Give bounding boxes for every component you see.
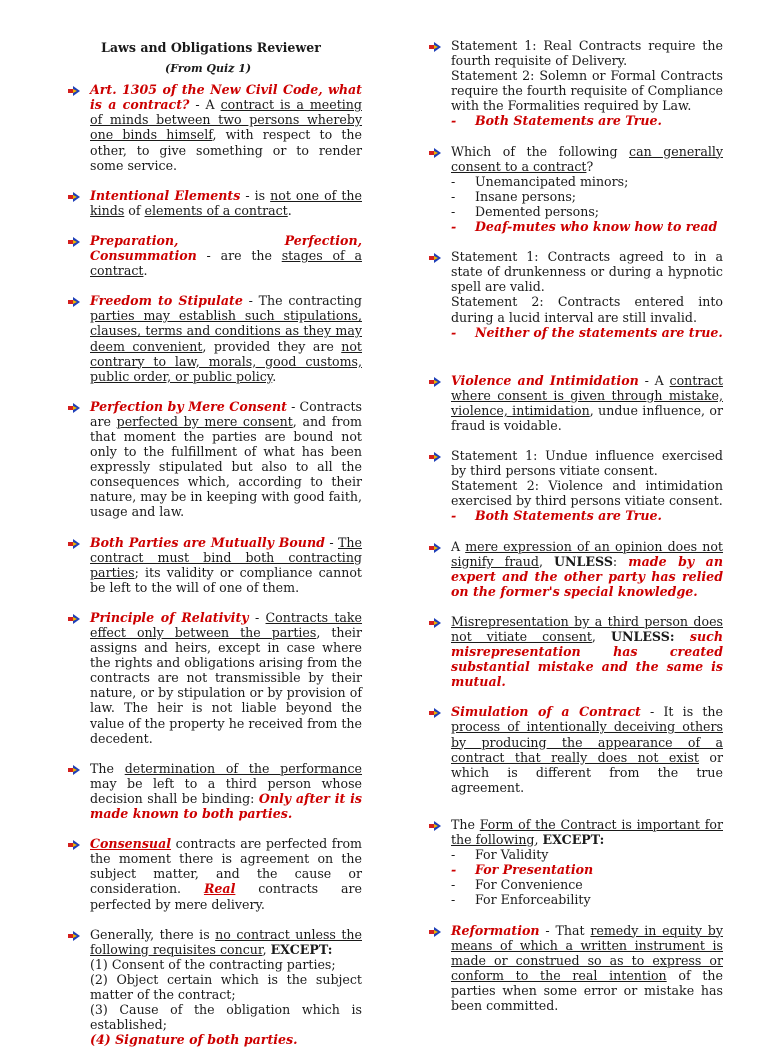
option-line: - Insane persons; [451, 188, 577, 204]
arrow-bullet-icon [68, 539, 80, 549]
arrow-bullet-icon [68, 86, 80, 96]
arrow-bullet-icon [429, 927, 441, 937]
reviewer-item: Simulation of a Contract - It is the process of intentionally deceiving others by producing the appearance of a contract that really does not exist or which is different from the true agreement. [429, 704, 723, 795]
option-line: - Demented persons; [451, 203, 600, 219]
requisite-line: (2) Object certain which is the subject matter of the contract; [90, 971, 362, 1002]
requisite-answer: (4) Signature of both parties. [90, 1032, 298, 1047]
reviewer-item: Violence and Intimidation - A contract where consent is given through mistake, violence, intimidation, undue influence, or fraud is voidable. [429, 373, 723, 433]
reviewer-item: Art. 1305 of the New Civil Code, what is a contract? - A contract is a meeting of minds between two persons whereby one binds himself, with respect to the other, to give something or to render some service. [68, 82, 362, 173]
option-line: - For Validity [451, 847, 549, 863]
option-line: - For Convenience [451, 877, 583, 893]
arrow-bullet-icon [429, 452, 441, 462]
reviewer-item: Both Parties are Mutually Bound - The contract must bind both contracting parties; its validity or compliance cannot be left to the will of one of them. [68, 535, 362, 595]
requisite-line: (1) Consent of the contracting parties; [90, 956, 336, 972]
page-title: Laws and Obligations Reviewer [101, 40, 321, 55]
arrow-bullet-icon [429, 821, 441, 831]
left-column [68, 38, 362, 1047]
arrow-bullet-icon [68, 403, 80, 413]
reviewer-item: A mere expression of an opinion does not signify fraud, UNLESS: made by an expert and the other party has relied on the former's special knowledge. [429, 539, 723, 599]
page-subtitle: (From Quiz 1) [165, 62, 252, 76]
reviewer-item: Preparation, Perfection, Consummation - are the stages of a contract. [68, 233, 362, 278]
reviewer-item: Statement 1: Contracts agreed to in a state of drunkenness or during a hypnotic spell are valid. Statement 2: Contracts entered into during a lucid interval are still invalid. - Neither of the statements are true. [429, 249, 723, 340]
arrow-bullet-icon [429, 543, 441, 553]
arrow-bullet-icon [429, 253, 441, 263]
arrow-bullet-icon [68, 297, 80, 307]
answer-line: - Both Statements are True. [451, 508, 662, 524]
arrow-bullet-icon [68, 614, 80, 624]
reviewer-item: Generally, there is no contract unless the following requisites concur, EXCEPT: (1) Consent of the contracting parties; (2) Object certain which is the subject matter of the contract; (3) Cause of the obligation which is established; (4) Signature of both parties. [68, 927, 362, 1047]
arrow-bullet-icon [429, 708, 441, 718]
reviewer-item: The determination of the performance may be left to a third person whose decision shall be binding: Only after it is made known to both parties. [68, 761, 362, 821]
reviewer-item: The Form of the Contract is important for the following, EXCEPT: - For Validity - For Presentation - For Convenience - For Enforceability [429, 817, 723, 908]
arrow-bullet-icon [429, 42, 441, 52]
right-column [429, 38, 723, 1013]
option-line: - Unemancipated minors; [451, 173, 629, 189]
requisite-line: (3) Cause of the obligation which is established; [90, 1002, 362, 1033]
arrow-bullet-icon [68, 765, 80, 775]
reviewer-item: Perfection by Mere Consent - Contracts are perfected by mere consent, and from that moment the parties are bound not only to the fulfillment of what has been expressly stipulated but also to all the consequences which, according to their nature, may be in keeping with good faith, usage and law. [68, 399, 362, 520]
reviewer-item: Intentional Elements - is not one of the kinds of elements of a contract. [68, 188, 362, 218]
answer-line: - Neither of the statements are true. [451, 324, 723, 340]
arrow-bullet-icon [68, 931, 80, 941]
answer-line: - For Presentation [451, 862, 594, 878]
reviewer-item: Reformation - That remedy in equity by means of which a written instrument is made or construed so as to express or conform to the real intention of the parties when some error or mistake has been committed. [429, 923, 723, 1014]
reviewer-item: Misrepresentation by a third person does not vitiate consent, UNLESS: such misrepresentation has created substantial mistake and the same is mutual. [429, 614, 723, 689]
arrow-bullet-icon [68, 840, 80, 850]
reviewer-item: Freedom to Stipulate - The contracting parties may establish such stipulations, clauses, terms and conditions as they may deem convenient, provided they are not contrary to law, morals, good customs, public order, or public policy. [68, 293, 362, 384]
answer-line: - Both Statements are True. [451, 113, 662, 129]
reviewer-item: Statement 1: Real Contracts require the fourth requisite of Delivery. Statement 2: Solemn or Formal Contracts require the fourth requisite of Compliance with the Formalities required by Law. - Both Statements are True. [429, 38, 723, 129]
reviewer-item: Principle of Relativity - Contracts take effect only between the parties, their assigns and heirs, except in case where the rights and obligations arising from the contracts are not transmissible by their nature, or by stipulation or by provision of law. The heir is not liable beyond the value of the property he received from the decedent. [68, 610, 362, 746]
reviewer-item: Which of the following can generally consent to a contract? - Unemancipated minors; - Insane persons; - Demented persons; - Deaf-mutes who know how to read [429, 144, 723, 235]
reviewer-item: Consensual contracts are perfected from the moment there is agreement on the subject matter, and the cause or consideration. Real contracts are perfected by mere delivery. [68, 836, 362, 911]
arrow-bullet-icon [429, 377, 441, 387]
answer-line: - Deaf-mutes who know how to read [451, 219, 718, 235]
arrow-bullet-icon [68, 192, 80, 202]
arrow-bullet-icon [68, 237, 80, 247]
arrow-bullet-icon [429, 148, 441, 158]
option-line: - For Enforceability [451, 892, 591, 908]
reviewer-item: Statement 1: Undue influence exercised by third persons vitiate consent. Statement 2: Violence and intimidation exercised by third persons vitiate consent. - Both Statements are True. [429, 448, 723, 523]
arrow-bullet-icon [429, 618, 441, 628]
